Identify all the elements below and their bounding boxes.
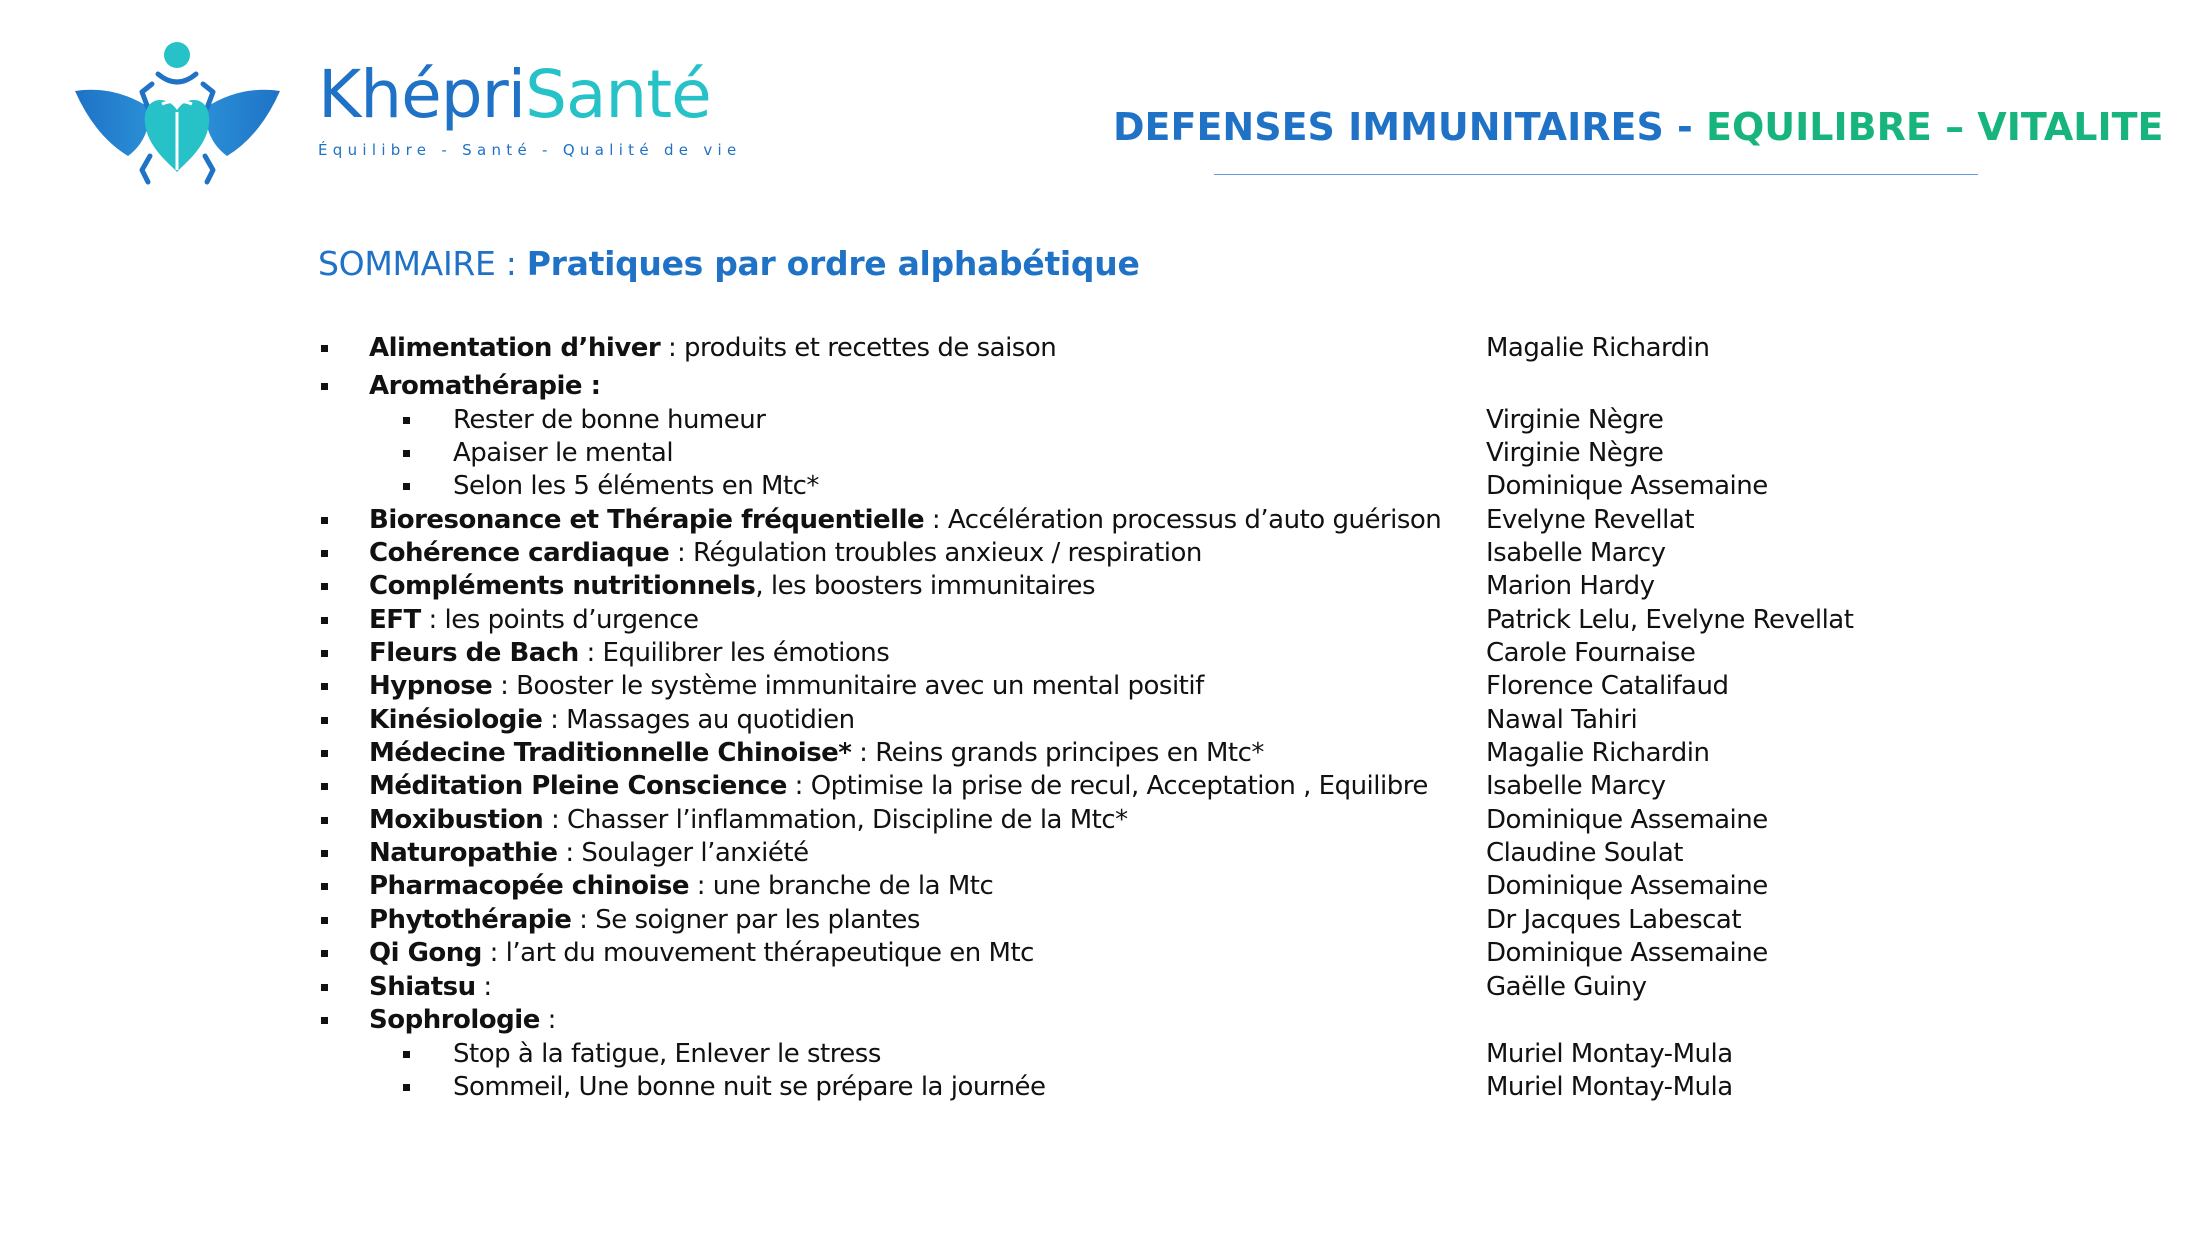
brand-name-part1: Khépri: [318, 56, 526, 133]
list-item: [0, 504, 2202, 536]
bullet-icon: [321, 383, 328, 390]
bullet-icon: [321, 683, 328, 690]
item-author: Dominique Assemaine: [1486, 871, 1768, 901]
list-item: [0, 537, 2202, 569]
item-description: : Se soigner par les plantes: [571, 905, 920, 935]
item-name: Hypnose: [369, 671, 493, 701]
list-subitem: [0, 1038, 2202, 1070]
item-author: Patrick Lelu, Evelyne Revellat: [1486, 605, 1854, 635]
list-item: [0, 770, 2202, 802]
brand-tagline: Équilibre - Santé - Qualité de vie: [318, 141, 742, 159]
section-title: [318, 244, 1140, 283]
item-author: Claudine Soulat: [1486, 838, 1683, 868]
bullet-icon: [321, 583, 328, 590]
item-description: : l’art du mouvement thérapeutique en Mtc: [481, 938, 1034, 968]
bullet-icon: [321, 650, 328, 657]
bullet-icon: [321, 817, 328, 824]
item-name: Kinésiologie: [369, 705, 543, 735]
list-item: [0, 804, 2202, 836]
item-description: : Accélération processus d’auto guérison: [924, 505, 1442, 535]
item-description: : Booster le système immunitaire avec un mental positif: [492, 671, 1204, 701]
item-name: Shiatsu: [369, 972, 476, 1002]
list-item: [0, 670, 2202, 702]
item-author: Evelyne Revellat: [1486, 505, 1695, 535]
list-item: [0, 971, 2202, 1003]
bullet-icon: [403, 417, 410, 424]
header-title-part1: DEFENSES IMMUNITAIRES -: [1113, 105, 1707, 149]
item-author: Virginie Nègre: [1486, 405, 1664, 435]
item-name: Pharmacopée chinoise: [369, 871, 690, 901]
bullet-icon: [403, 1084, 410, 1091]
item-description: :: [539, 1005, 556, 1035]
item-author: Dominique Assemaine: [1486, 938, 1768, 968]
list-subitem: [0, 1071, 2202, 1103]
item-description: : Optimise la prise de recul, Acceptation , Equilibre: [786, 771, 1428, 801]
item-description: : Soulager l’anxiété: [557, 838, 809, 868]
item-name: Médecine Traditionnelle Chinoise*: [369, 738, 852, 768]
item-author: Dominique Assemaine: [1486, 805, 1768, 835]
item-description: Stop à la fatigue, Enlever le stress: [453, 1039, 881, 1069]
section-title-label: SOMMAIRE :: [318, 244, 527, 283]
list-item: [0, 370, 2202, 402]
item-description: : Reins grands principes en Mtc*: [851, 738, 1264, 768]
list-item: [0, 637, 2202, 669]
item-author: Isabelle Marcy: [1486, 538, 1666, 568]
list-item: [0, 904, 2202, 936]
bullet-icon: [321, 984, 328, 991]
item-description: : une branche de la Mtc: [689, 871, 994, 901]
item-name: Qi Gong: [369, 938, 482, 968]
item-author: Marion Hardy: [1486, 571, 1655, 601]
item-author: Nawal Tahiri: [1486, 705, 1638, 735]
item-author: Dr Jacques Labescat: [1486, 905, 1742, 935]
item-description: Selon les 5 éléments en Mtc*: [453, 471, 819, 501]
bullet-icon: [403, 1051, 410, 1058]
item-author: Virginie Nègre: [1486, 438, 1664, 468]
item-author: Muriel Montay-Mula: [1486, 1039, 1733, 1069]
header-divider: [1214, 174, 1978, 175]
item-name: EFT: [369, 605, 421, 635]
item-description: : les points d’urgence: [420, 605, 699, 635]
item-name: Moxibustion: [369, 805, 544, 835]
item-author: Dominique Assemaine: [1486, 471, 1768, 501]
list-item: [0, 737, 2202, 769]
list-subitem: [0, 470, 2202, 502]
brand: [318, 56, 742, 159]
bullet-icon: [321, 950, 328, 957]
list-subitem: [0, 437, 2202, 469]
bullet-icon: [321, 750, 328, 757]
item-name: Alimentation d’hiver: [369, 333, 661, 363]
item-description: :: [475, 972, 492, 1002]
list-item: [0, 570, 2202, 602]
bullet-icon: [321, 850, 328, 857]
list-subitem: [0, 404, 2202, 436]
bullet-icon: [321, 550, 328, 557]
item-name: Naturopathie: [369, 838, 558, 868]
bullet-icon: [321, 717, 328, 724]
bullet-icon: [321, 345, 328, 352]
bullet-icon: [321, 1017, 328, 1024]
page-header-title: [1113, 105, 2163, 149]
item-description: : Régulation troubles anxieux / respiration: [669, 538, 1202, 568]
bullet-icon: [321, 917, 328, 924]
item-author: Magalie Richardin: [1486, 738, 1710, 768]
item-name: Phytothérapie: [369, 905, 572, 935]
item-name: Bioresonance et Thérapie fréquentielle: [369, 505, 925, 535]
bullet-icon: [321, 783, 328, 790]
list-item: [0, 1004, 2202, 1036]
list-item: [0, 870, 2202, 902]
item-name: Cohérence cardiaque: [369, 538, 670, 568]
item-author: Isabelle Marcy: [1486, 771, 1666, 801]
scarab-logo-icon: [70, 38, 285, 188]
item-author: Gaëlle Guiny: [1486, 972, 1647, 1002]
item-description: : Massages au quotidien: [542, 705, 855, 735]
item-author: Carole Fournaise: [1486, 638, 1696, 668]
item-description: Apaiser le mental: [453, 438, 674, 468]
item-name: Fleurs de Bach: [369, 638, 579, 668]
item-name: Méditation Pleine Conscience: [369, 771, 787, 801]
brand-name-part2: Santé: [525, 56, 711, 133]
bullet-icon: [403, 450, 410, 457]
item-name: Aromathérapie :: [369, 371, 601, 401]
list-item: [0, 332, 2202, 364]
list-item: [0, 704, 2202, 736]
bullet-icon: [321, 883, 328, 890]
item-description: : produits et recettes de saison: [660, 333, 1057, 363]
item-author: Magalie Richardin: [1486, 333, 1710, 363]
item-author: Florence Catalifaud: [1486, 671, 1729, 701]
list-item: [0, 837, 2202, 869]
bullet-icon: [321, 617, 328, 624]
item-name: Sophrologie: [369, 1005, 540, 1035]
header-title-part2: EQUILIBRE – VITALITE: [1706, 105, 2164, 149]
item-description: : Equilibrer les émotions: [578, 638, 890, 668]
section-title-text: Pratiques par ordre alphabétique: [526, 244, 1140, 283]
list-item: [0, 937, 2202, 969]
item-description: , les boosters immunitaires: [755, 571, 1095, 601]
bullet-icon: [403, 483, 410, 490]
item-author: Muriel Montay-Mula: [1486, 1072, 1733, 1102]
bullet-icon: [321, 517, 328, 524]
item-description: Sommeil, Une bonne nuit se prépare la journée: [453, 1072, 1046, 1102]
item-description: Rester de bonne humeur: [453, 405, 766, 435]
brand-name: [318, 56, 742, 133]
list-item: [0, 604, 2202, 636]
item-description: : Chasser l’inflammation, Discipline de la Mtc*: [543, 805, 1128, 835]
item-name: Compléments nutritionnels: [369, 571, 756, 601]
